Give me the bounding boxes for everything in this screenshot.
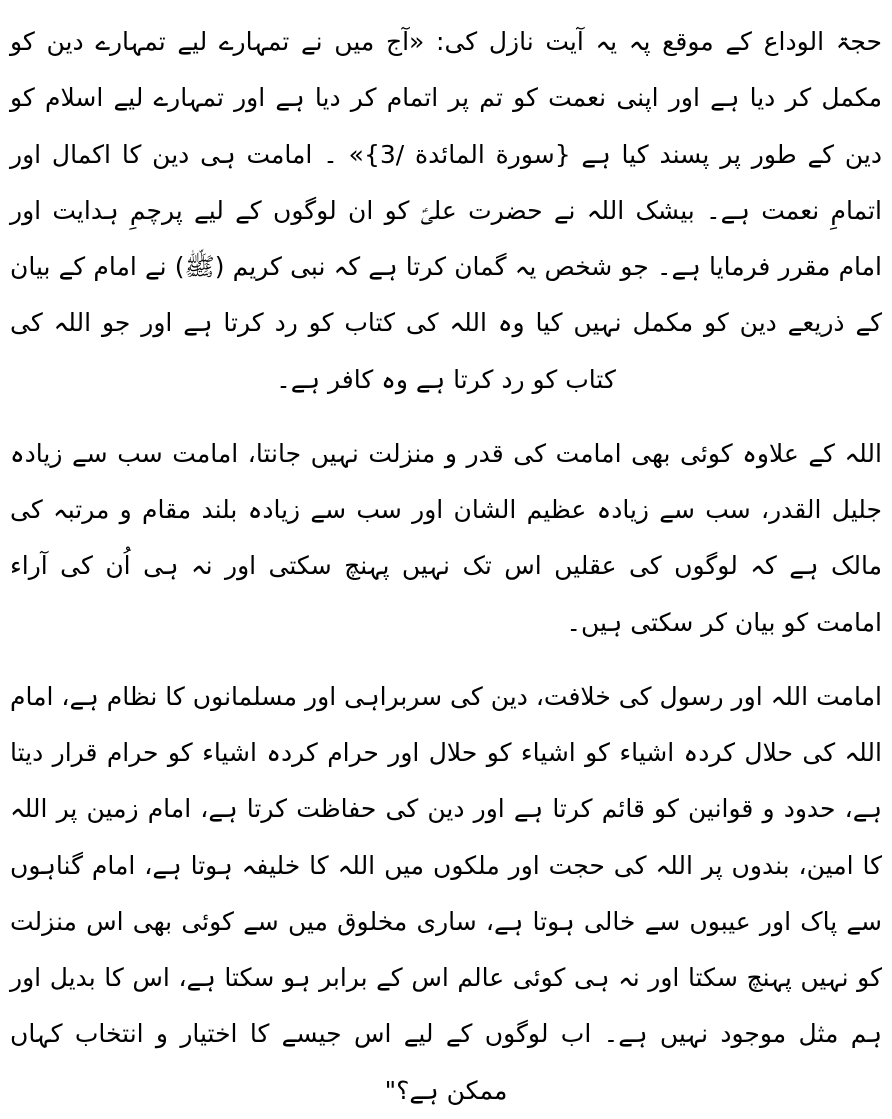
paragraph-imamat-qadr-o-manzilat: اللہ کے علاوہ کوئی بھی امامت کی قدر و منزلت نہیں جانتا، امامت سب سے زیادہ جلیل القدر، سب سے زیادہ عظیم الشان اور سب سے زیادہ بلند مقام و مرتبہ کی مالک ہے کہ لوگوں کی عقلیں اس تک نہیں پہنچ سکتی اور نہ ہی اُن کی آراء امامت کو بیان کر سکتی ہیں۔	[10, 438, 882, 637]
paragraph-hajjatul-wida-ayat: حجۃ الوداع کے موقع پہ یہ آیت نازل کی: «آج میں نے تمہارے لیے تمہارے دین کو مکمل کر دیا ہے اور اپنی نعمت کو تم پر اتمام کر دیا ہے اور تمہارے لیے اسلام کو دین کے طور پر پسند کیا ہے {سورة المائدة /3}» ۔ امامت ہی دین کا اکمال اور اتمامِ نعمت ہے۔ بیشک اللہ نے حضرت علیؑ کو ان لوگوں کے لیے پرچمِ ہدایت اور امام مقرر فرمایا ہے۔ جو شخص یہ گمان کرتا ہے کہ نبی کریم (ﷺ) نے امام کے بیان کے ذریعے دین کو مکمل نہیں کیا وہ اللہ کی کتاب کو رد کرتا ہے اور جو اللہ کی کتاب کو رد کرتا ہے وہ کافر ہے۔	[10, 27, 883, 394]
paragraph-imamat-khilafat: امامت اللہ اور رسول کی خلافت، دین کی سربراہی اور مسلمانوں کا نظام ہے، امام اللہ کی حلال کردہ اشیاء کو اشیاء کو حلال اور حرام کردہ اشیاء کو حرام قرار دیتا ہے، حدود و قوانین کو قائم کرتا ہے اور دین کی حفاظت کرتا ہے، امام زمین پر اللہ کا امین، بندوں پر اللہ کی حجت اور ملکوں میں اللہ کا خلیفہ ہوتا ہے، امام گناہوں سے پاک اور عیبوں سے خالی ہوتا ہے، ساری مخلوق میں سے کوئی بھی اس منزلت کو نہیں پہنچ سکتا اور نہ ہی کوئی عالم اس کے برابر ہو سکتا ہے، اس کا بدیل اور ہم مثل موجود نہیں ہے۔ اب لوگوں کے لیے اس جیسے کا اختیار و انتخاب کہاں ممکن ہے؟"	[10, 681, 882, 1105]
